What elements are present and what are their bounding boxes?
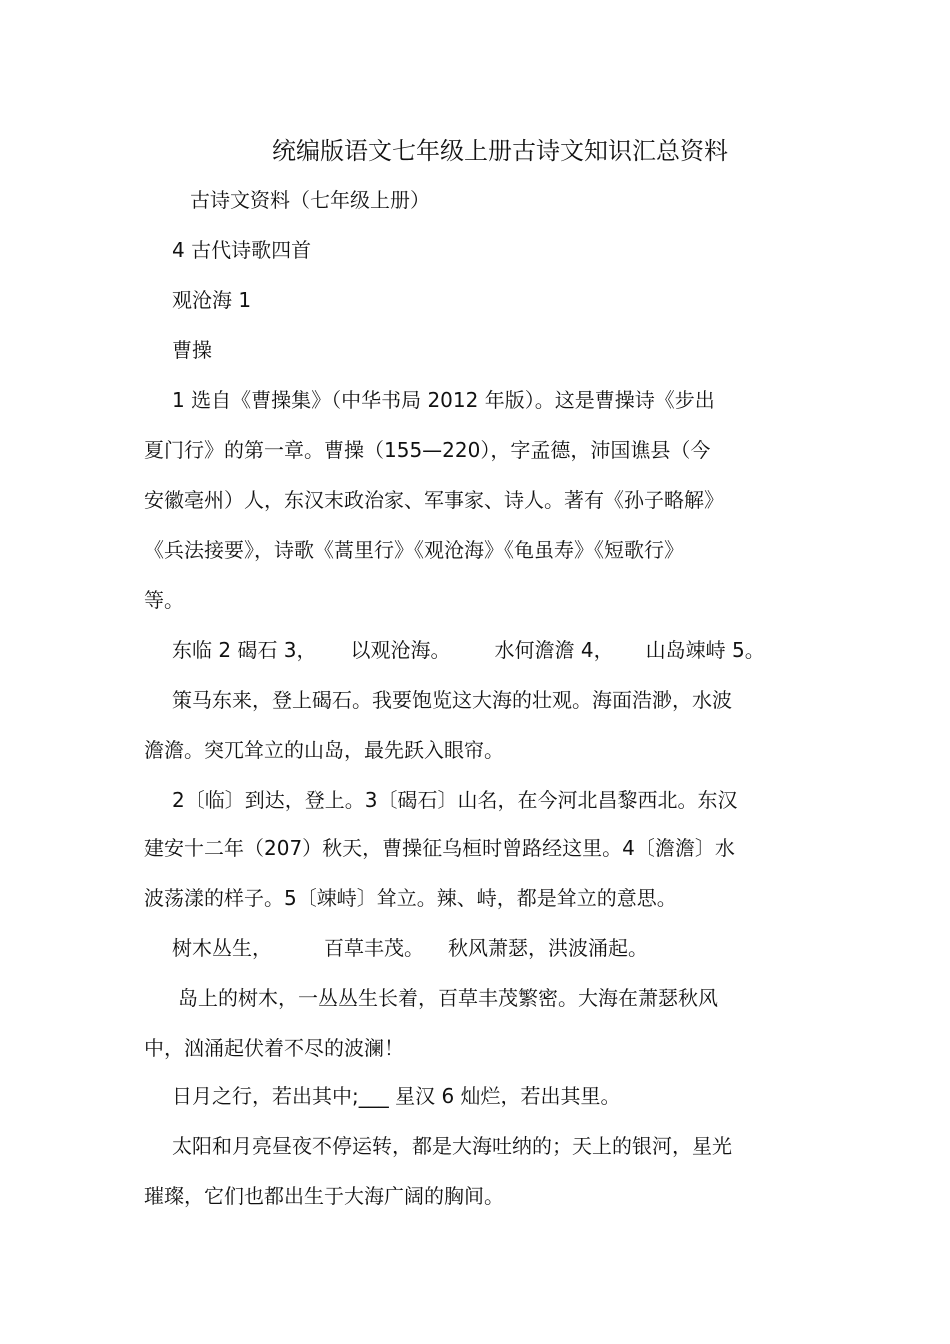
trans2-line: 中，汹涌起伏着不尽的波澜！ <box>144 1036 404 1060</box>
verse2-line <box>172 933 648 963</box>
verse-phrase: 树木丛生， <box>172 936 272 960</box>
trans1-line: 策马东来，登上碣石。我要饱览这大海的壮观。海面浩渺，水波 <box>172 688 732 712</box>
note1-line: 等。 <box>144 588 184 612</box>
verse-phrase: 百草丰茂。 <box>324 936 424 960</box>
trans3-line: 璀璨，它们也都出生于大海广阔的胸间。 <box>144 1184 504 1208</box>
verse3-line: 日月之行，若出其中;___ 星汉 6 灿烂，若出其里。 <box>172 1084 621 1108</box>
trans1-line: 澹澹。突兀耸立的山岛，最先跃入眼帘。 <box>144 738 504 762</box>
document-title: 统编版语文七年级上册古诗文知识汇总资料 <box>272 137 728 165</box>
note1-line: 安徽亳州）人，东汉末政治家、军事家、诗人。著有《孙子略解》 <box>144 488 724 512</box>
trans3-line: 太阳和月亮昼夜不停运转，都是大海吐纳的；天上的银河，星光 <box>172 1134 732 1158</box>
note1-line: 夏门行》的第一章。曹操（155—220），字孟德，沛国谯县（今 <box>144 438 711 462</box>
verse1-line <box>172 635 765 665</box>
subtitle: 古诗文资料（七年级上册） <box>190 188 430 212</box>
poem-title: 观沧海 1 <box>172 288 252 312</box>
note2-line: 建安十二年（207）秋天，曹操征乌桓时曾路经这里。4〔澹澹〕水 <box>144 836 735 860</box>
verse-phrase: 水何澹澹 4， <box>494 638 614 662</box>
verse-phrase: 山岛竦峙 5。 <box>645 638 765 662</box>
verse-phrase: 东临 2 碣石 3， <box>172 638 317 662</box>
verse-phrase: 秋风萧瑟，洪波涌起。 <box>448 936 648 960</box>
verse-phrase: 以观沧海。 <box>350 638 451 662</box>
note2-line: 波荡漾的样子。5〔竦峙〕耸立。辣、峙，都是耸立的意思。 <box>144 886 677 910</box>
poem-author: 曹操 <box>172 338 212 362</box>
note1-line: 1 选自《曹操集》（中华书局 2012 年版）。这是曹操诗《步出 <box>172 388 715 412</box>
note1-line: 《兵法接要》，诗歌《蒿里行》《观沧海》《龟虽寿》《短歌行》 <box>144 538 684 562</box>
note2-line: 2〔临〕到达，登上。3〔碣石〕山名，在今河北昌黎西北。东汉 <box>172 788 738 812</box>
trans2-line: 岛上的树木，一丛丛生长着，百草丰茂繁密。大海在萧瑟秋风 <box>178 986 718 1010</box>
section-heading: 4 古代诗歌四首 <box>172 238 312 262</box>
